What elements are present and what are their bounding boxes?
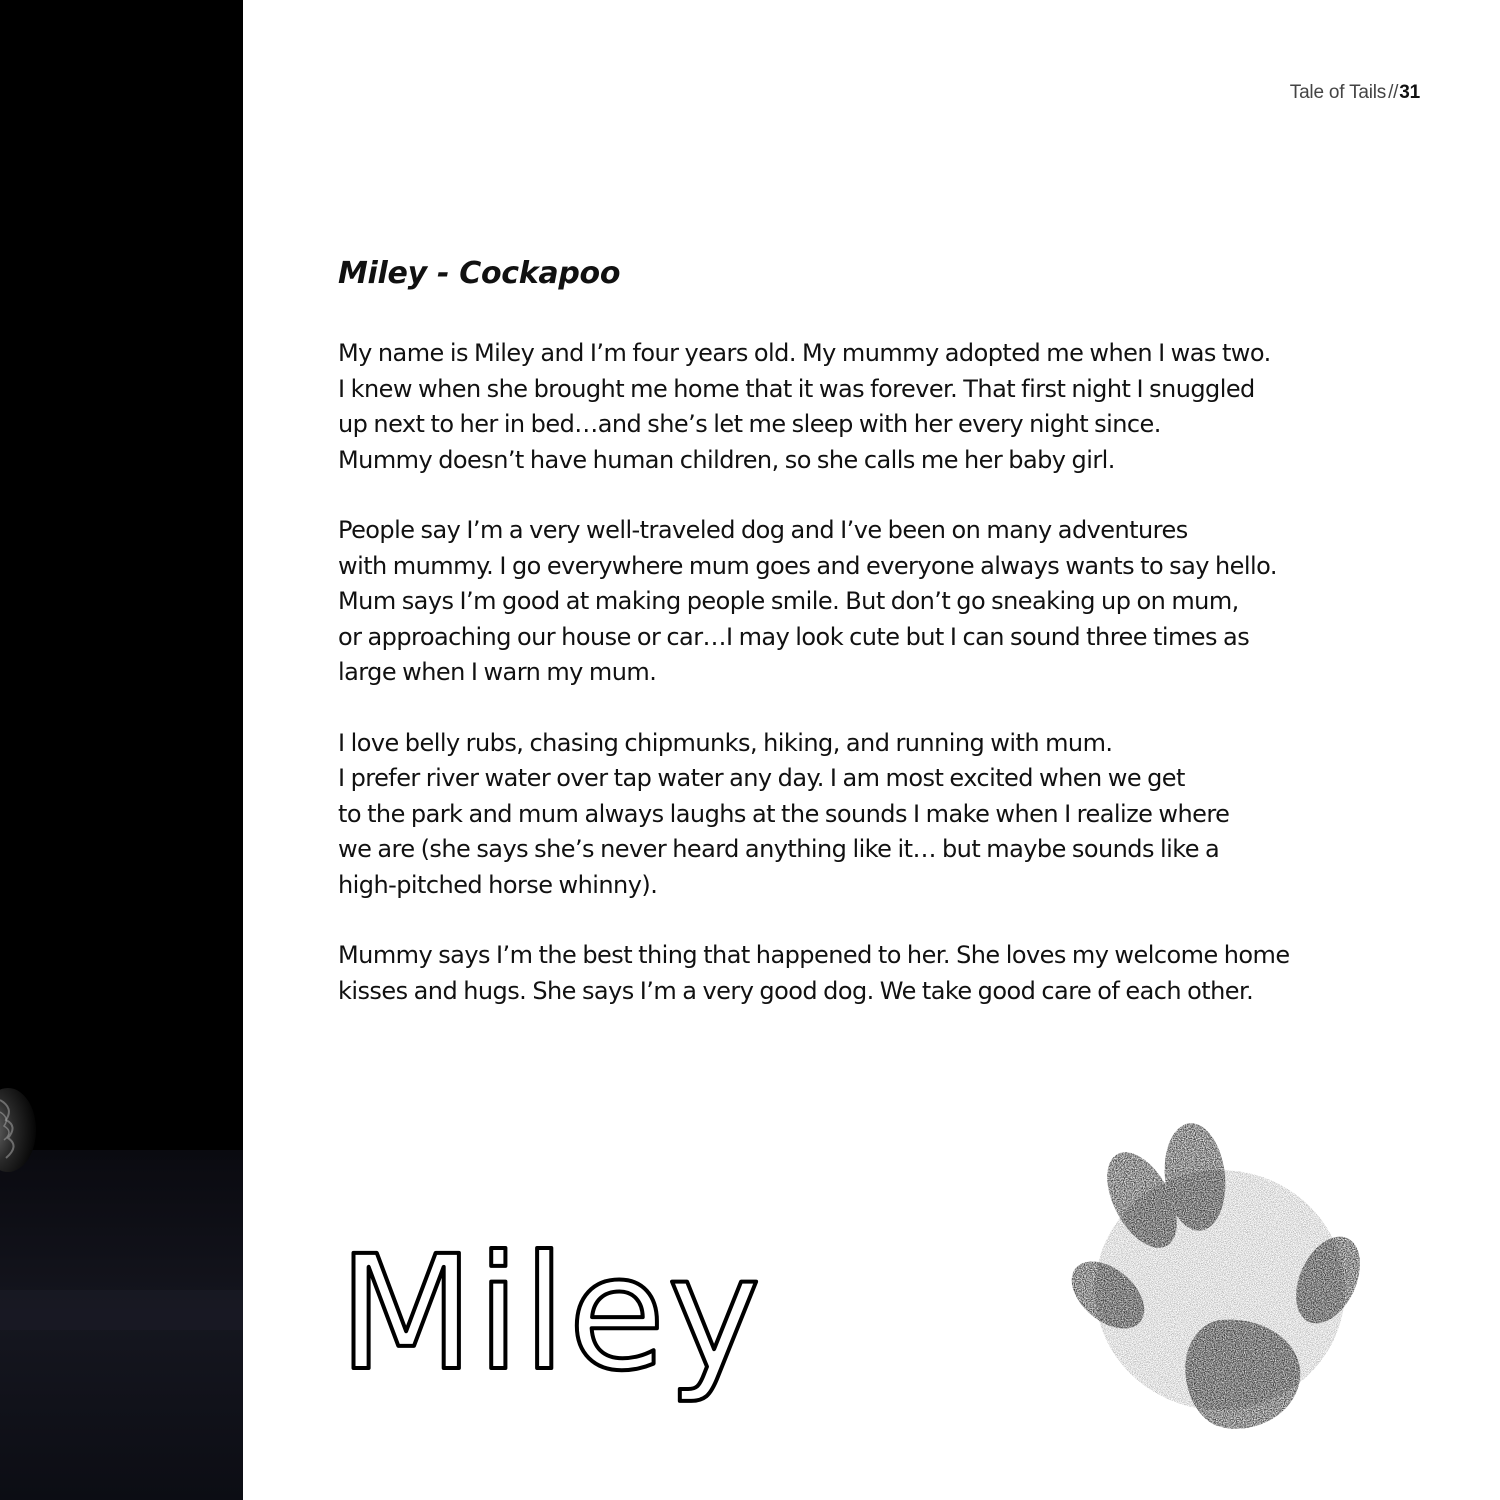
story xyxy=(338,252,1458,1044)
paragraph-line: we are (she says she’s never heard anything like it… but maybe sounds like a xyxy=(338,835,1220,863)
page-number: 31 xyxy=(1399,82,1420,103)
publication-title: Tale of Tails xyxy=(1289,82,1387,103)
paragraph-line: I knew when she brought me home that it was forever. That first night I snuggled xyxy=(338,374,1255,403)
paragraph-line: with mummy. I go everywhere mum goes and everyone always wants to say hello. xyxy=(338,551,1277,580)
paragraph-1 xyxy=(338,336,1458,478)
paragraph-3 xyxy=(338,726,1458,904)
story-title: Miley - Cockapoo xyxy=(338,256,621,291)
running-header xyxy=(1290,82,1420,104)
paragraph-line: I love belly rubs, chasing chipmunks, hiking, and running with mum. xyxy=(338,728,1113,757)
paragraph-line: Mummy says I’m the best thing that happened to her. She loves my welcome home xyxy=(338,941,1290,969)
paragraph-line: Mummy doesn’t have human children, so she calls me her baby girl. xyxy=(338,445,1115,474)
paragraph-line: People say I’m a very well-traveled dog and I’ve been on many adventures xyxy=(338,516,1188,544)
signature-art xyxy=(338,1230,778,1410)
paragraph-line: or approaching our house or car…I may look cute but I can sound three times as xyxy=(338,622,1250,651)
signature-name: Miley xyxy=(338,1230,763,1406)
paragraph-line: My name is Miley and I’m four years old. My mummy adopted me when I was two. xyxy=(338,339,1271,367)
paragraph-line: high-pitched horse whinny). xyxy=(338,870,658,899)
signature xyxy=(338,1230,778,1410)
paragraph-2 xyxy=(338,513,1458,691)
paragraph-line: large when I warn my mum. xyxy=(338,658,657,686)
paw-print-icon xyxy=(1070,1115,1370,1445)
paragraph-line: I prefer river water over tap water any day. I am most excited when we get xyxy=(338,764,1185,792)
photo-image xyxy=(0,0,243,1500)
paragraph-line: kisses and hugs. She says I’m a very good dog. We take good care of each other. xyxy=(338,976,1254,1005)
paragraph-4 xyxy=(338,938,1458,1009)
paragraph-line: Mum says I’m good at making people smile. But don’t go sneaking up on mum, xyxy=(338,587,1239,615)
paragraph-line: up next to her in bed…and she’s let me sleep with her every night since. xyxy=(338,410,1161,438)
paragraph-line: to the park and mum always laughs at the sounds I make when I realize where xyxy=(338,799,1230,828)
dog-photo-strip xyxy=(0,0,243,1500)
paw-print-art xyxy=(1070,1115,1370,1445)
header-separator: // xyxy=(1388,82,1399,103)
